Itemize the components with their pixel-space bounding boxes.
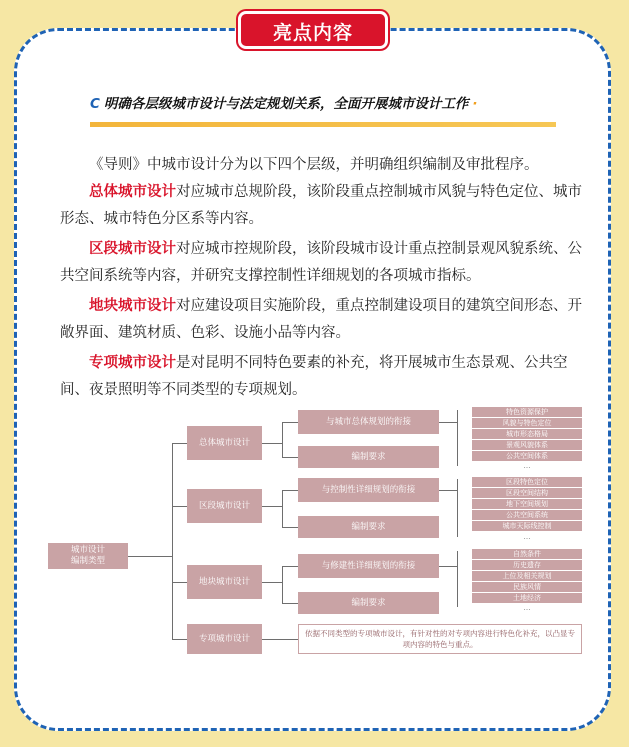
- section-title: 亮点内容: [238, 11, 388, 49]
- level-district: 区段城市设计: [187, 489, 262, 523]
- leaf-item: 土地经济: [472, 593, 582, 603]
- req-overall: 编制要求: [298, 446, 439, 468]
- paragraph-intro: [60, 152, 590, 179]
- leaf-ellipsis: …: [523, 533, 531, 541]
- special-note: 依据不同类型的专项城市设计，有针对性的对专项内容进行特色化补充，以凸显专项内容的特色与重点。: [298, 624, 582, 654]
- leaf-item: 城市天际线控制: [472, 521, 582, 531]
- paragraph-lead: 地块城市设计: [89, 298, 176, 314]
- paragraph-text: 《导则》中城市设计分为以下四个层级，并明确组织编制及审批程序。: [89, 157, 539, 173]
- level-plot: 地块城市设计: [187, 565, 262, 599]
- paragraph-special: [60, 350, 590, 404]
- req-district: 编制要求: [298, 516, 439, 538]
- level-special: 专项城市设计: [187, 624, 262, 654]
- leaf-item: 景观风貌体系: [472, 440, 582, 450]
- subtitle-underline: [90, 122, 556, 127]
- paragraph-lead: 总体城市设计: [89, 184, 176, 200]
- subtitle-prefix: C: [90, 96, 100, 112]
- paragraph-overall: [60, 179, 590, 233]
- leaf-ellipsis: …: [523, 462, 531, 470]
- leaf-item: 区段特色定位: [472, 477, 582, 487]
- paragraph-text: 对应城市总规阶段，该阶段重点控制城市风貌与特色定位、城市形态、城市特色分区系等内容。: [60, 184, 582, 227]
- paragraph-district: [60, 236, 590, 290]
- subtitle: [90, 92, 560, 112]
- leaf-item: 上位及相关规划: [472, 571, 582, 581]
- subtitle-suffix: ·: [472, 96, 478, 112]
- leaf-item: 历史遗存: [472, 560, 582, 570]
- leaf-ellipsis: …: [523, 604, 531, 612]
- level-overall: 总体城市设计: [187, 426, 262, 460]
- leaf-item: 民族风情: [472, 582, 582, 592]
- leaf-item: 城市形态格局: [472, 429, 582, 439]
- paragraph-text: 对应城市控规阶段，该阶段城市设计重点控制景观风貌系统、公共空间系统等内容，并研究支撑控制性详细规划的各项城市指标。: [60, 241, 582, 284]
- paragraph-lead: 区段城市设计: [89, 241, 176, 257]
- link-overall: 与城市总体规划的衔接: [298, 410, 439, 434]
- leaf-item: 自然条件: [472, 549, 582, 559]
- link-district: 与控制性详细规划的衔接: [298, 478, 439, 502]
- req-plot: 编制要求: [298, 592, 439, 614]
- diagram-root: 城市设计 编制类型: [48, 543, 128, 569]
- leaf-item: 公共空间体系: [472, 451, 582, 461]
- paragraph-text: 是对昆明不同特色要素的补充，将开展城市生态景观、公共空间、夜景照明等不同类型的专项规划。: [60, 355, 568, 398]
- leaf-item: 公共空间系统: [472, 510, 582, 520]
- leaf-item: 特色资源保护: [472, 407, 582, 417]
- paragraph-text: 对应建设项目实施阶段，重点控制建设项目的建筑空间形态、开敞界面、建筑材质、色彩、设施小品等内容。: [60, 298, 582, 341]
- paragraph-plot: [60, 293, 590, 347]
- leaf-item: 区段空间结构: [472, 488, 582, 498]
- link-plot: 与修建性详细规划的衔接: [298, 554, 439, 578]
- subtitle-text: 明确各层级城市设计与法定规划关系，全面开展城市设计工作: [103, 96, 469, 112]
- paragraph-lead: 专项城市设计: [89, 355, 176, 371]
- leaf-item: 地下空间规划: [472, 499, 582, 509]
- leaf-item: 风貌与特色定位: [472, 418, 582, 428]
